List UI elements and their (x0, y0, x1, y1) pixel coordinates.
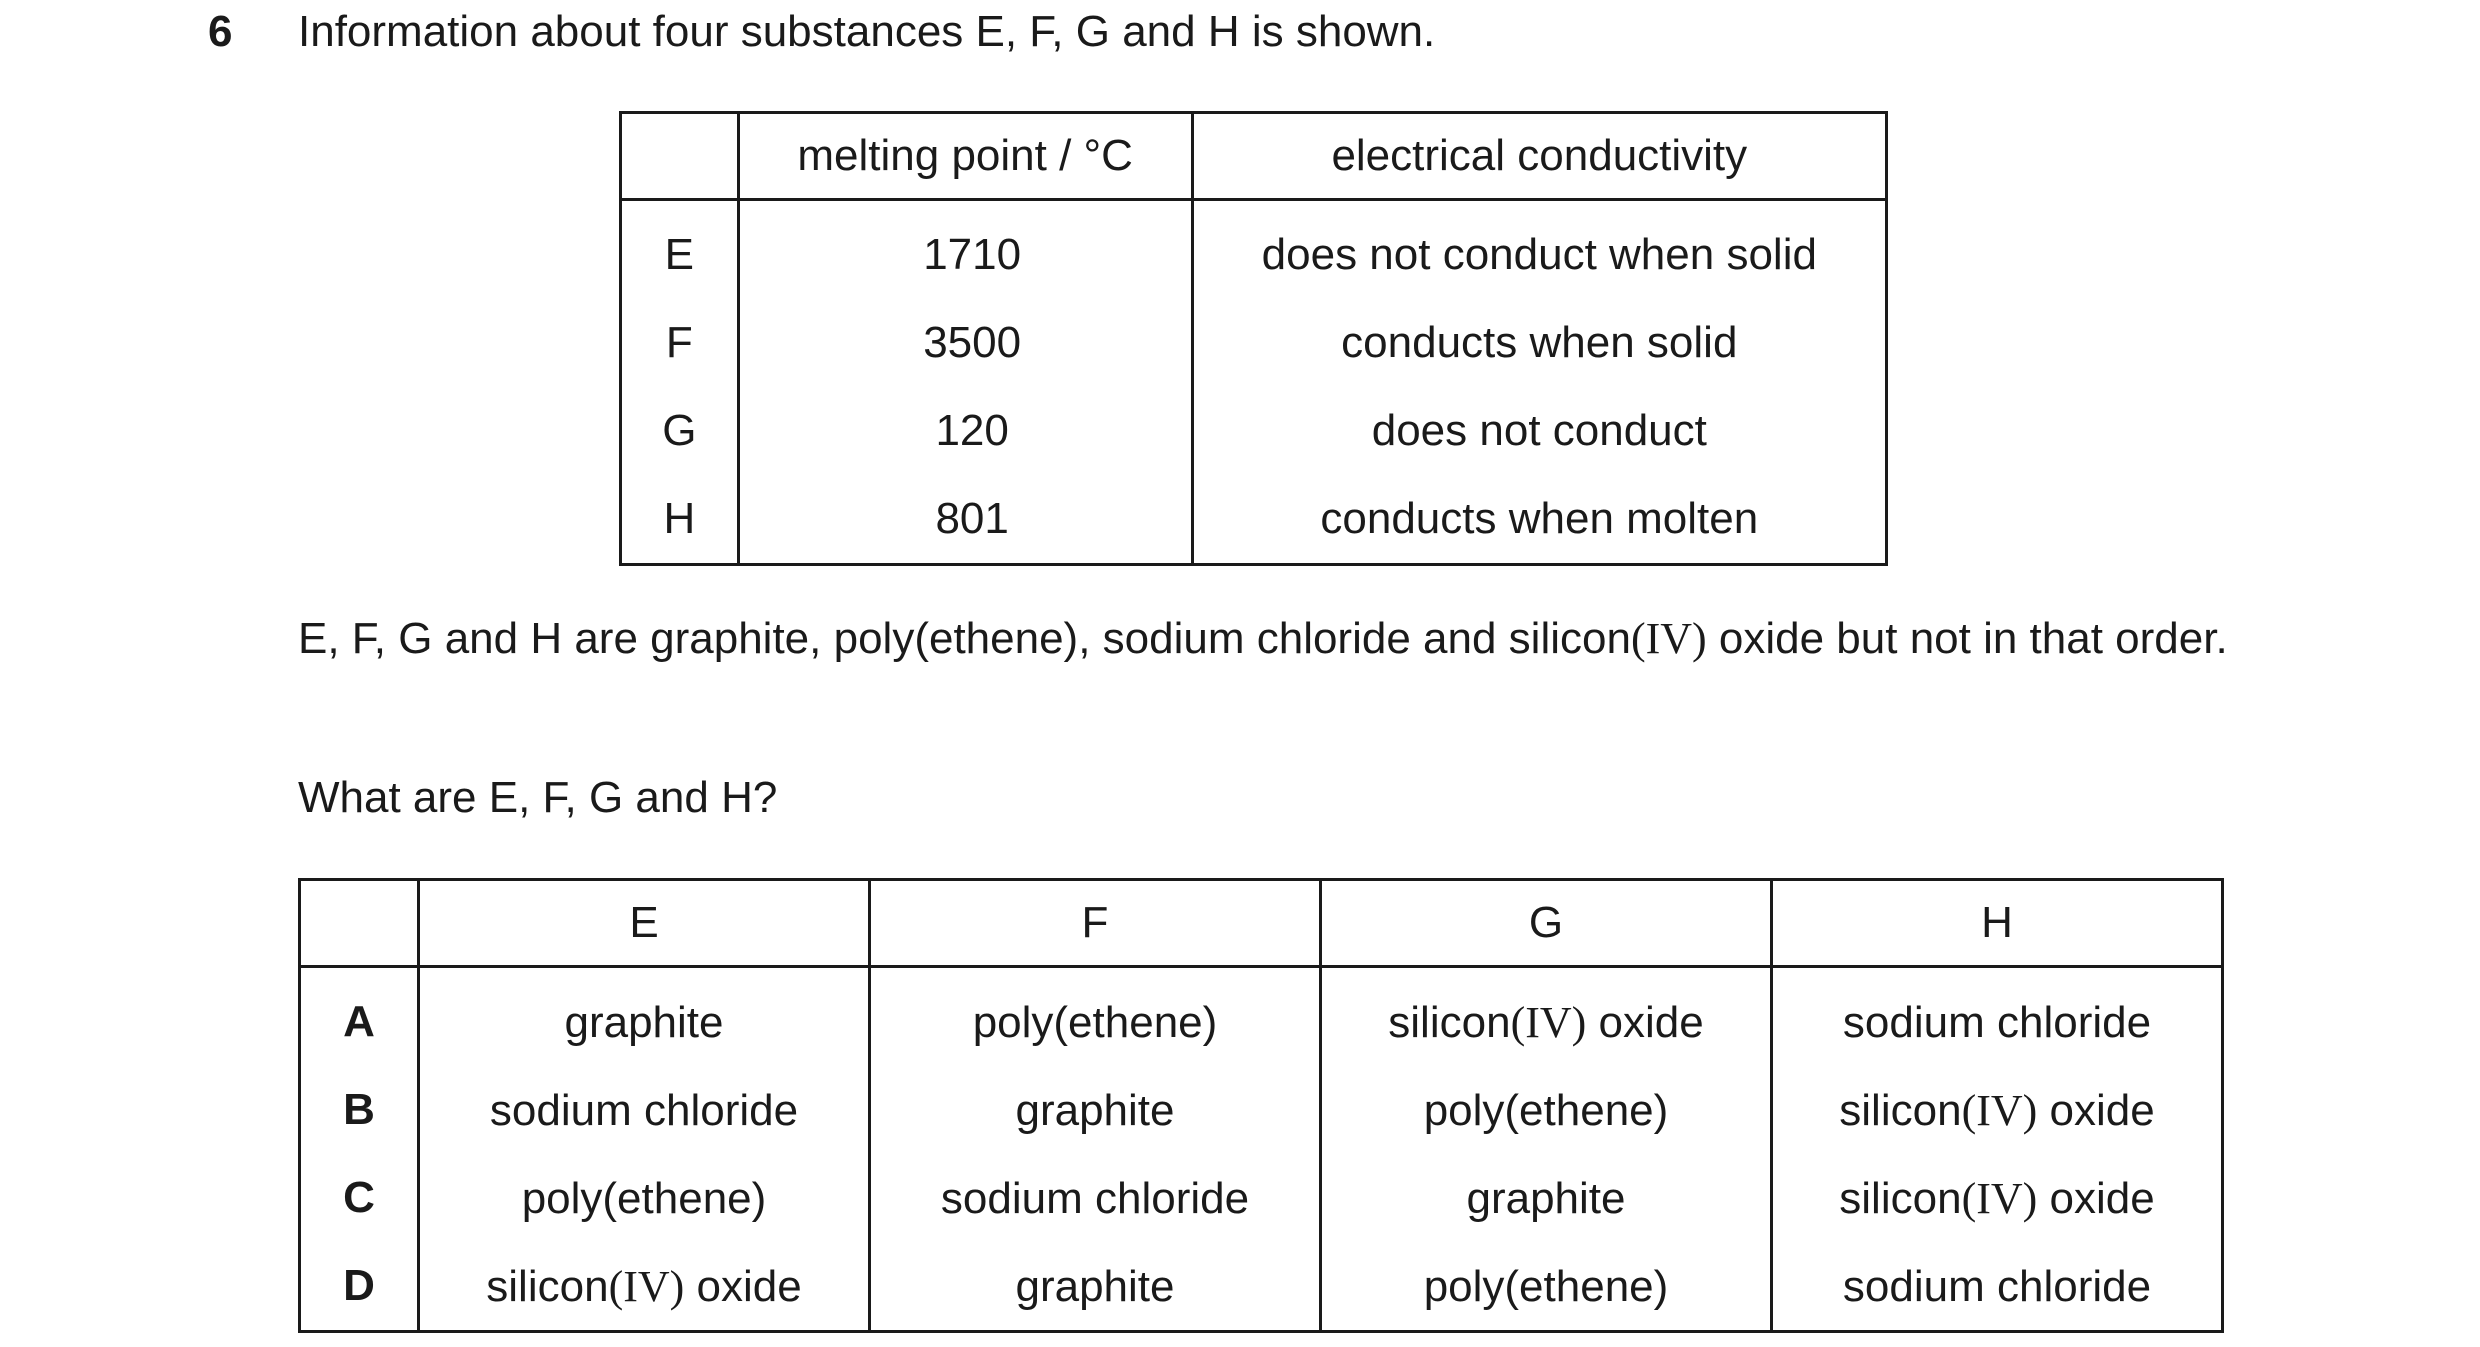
substance-label: G (621, 387, 739, 475)
options-header-row (300, 880, 2223, 967)
option-text: silicon (1839, 1085, 1962, 1135)
option-cell (870, 967, 1321, 1067)
properties-header-row (621, 113, 1887, 200)
options-header-f: F (870, 880, 1321, 967)
option-text: graphite (1015, 1261, 1175, 1311)
melting-point-value: 120 (738, 387, 1192, 475)
option-text: silicon (1839, 1173, 1962, 1223)
statement-text-end: oxide but not in that order. (1706, 614, 2228, 663)
option-cell (870, 1242, 1321, 1332)
statement-text-start: E, F, G and H are graphite, poly(ethene), sodium chloride and silicon (298, 614, 1631, 663)
option-text: oxide (2037, 1085, 2155, 1135)
options-header-e: E (419, 880, 870, 967)
option-text: graphite (564, 997, 724, 1047)
melting-point-value: 3500 (738, 299, 1192, 387)
option-text: sodium chloride (489, 1085, 799, 1135)
statement-roman-numeral: (IV) (1630, 614, 1707, 663)
options-header-g: G (1321, 880, 1772, 967)
option-cell (1772, 1066, 2223, 1154)
option-roman-numeral: (IV) (1510, 997, 1587, 1047)
option-text: poly(ethene) (1423, 1261, 1669, 1311)
conductivity-value: conducts when molten (1192, 475, 1886, 565)
option-letter: A (300, 967, 419, 1067)
option-cell (419, 1066, 870, 1154)
option-cell (1772, 1154, 2223, 1242)
option-cell (1772, 1242, 2223, 1332)
melting-point-value: 801 (738, 475, 1192, 565)
option-cell (419, 1154, 870, 1242)
conductivity-value: conducts when solid (1192, 299, 1886, 387)
option-text: graphite (1015, 1085, 1175, 1135)
substance-label: F (621, 299, 739, 387)
options-header-blank (300, 880, 419, 967)
option-text: graphite (1466, 1173, 1626, 1223)
statement-paragraph (298, 611, 2299, 667)
option-text: sodium chloride (940, 1173, 1250, 1223)
substance-label: H (621, 475, 739, 565)
option-text: poly(ethene) (521, 1173, 767, 1223)
table-row (621, 200, 1887, 300)
option-text: oxide (684, 1261, 802, 1311)
option-letter: B (300, 1066, 419, 1154)
question-prompt: What are E, F, G and H? (298, 773, 778, 822)
option-text: sodium chloride (1842, 997, 2152, 1047)
option-cell (870, 1066, 1321, 1154)
properties-header-conductivity: electrical conductivity (1192, 113, 1886, 200)
properties-header-blank (621, 113, 739, 200)
option-cell (1321, 1242, 1772, 1332)
properties-header-melting-point: melting point / °C (738, 113, 1192, 200)
option-cell (1772, 967, 2223, 1067)
table-row (300, 1066, 2223, 1154)
option-cell (1321, 1154, 1772, 1242)
conductivity-value: does not conduct when solid (1192, 200, 1886, 300)
option-roman-numeral: (IV) (1961, 1085, 2038, 1135)
table-row (300, 967, 2223, 1067)
option-cell (1321, 967, 1772, 1067)
option-text: poly(ethene) (1423, 1085, 1669, 1135)
table-row (621, 387, 1887, 475)
option-cell (870, 1154, 1321, 1242)
question-intro: Information about four substances E, F, G and H is shown. (298, 7, 1436, 56)
substance-label: E (621, 200, 739, 300)
option-cell (419, 967, 870, 1067)
option-letter: D (300, 1242, 419, 1332)
table-row (621, 475, 1887, 565)
option-roman-numeral: (IV) (1961, 1173, 2038, 1223)
melting-point-value: 1710 (738, 200, 1192, 300)
table-row (621, 299, 1887, 387)
options-header-h: H (1772, 880, 2223, 967)
options-table (298, 878, 2224, 1333)
properties-table (619, 111, 1888, 566)
option-text: sodium chloride (1842, 1261, 2152, 1311)
option-letter: C (300, 1154, 419, 1242)
option-text: silicon (486, 1261, 609, 1311)
option-text: silicon (1388, 997, 1511, 1047)
option-cell (1321, 1066, 1772, 1154)
conductivity-value: does not conduct (1192, 387, 1886, 475)
question-number: 6 (208, 7, 233, 56)
option-text: oxide (2037, 1173, 2155, 1223)
option-text: oxide (1586, 997, 1704, 1047)
option-cell (419, 1242, 870, 1332)
option-roman-numeral: (IV) (608, 1261, 685, 1311)
table-row (300, 1154, 2223, 1242)
table-row (300, 1242, 2223, 1332)
option-text: poly(ethene) (972, 997, 1218, 1047)
